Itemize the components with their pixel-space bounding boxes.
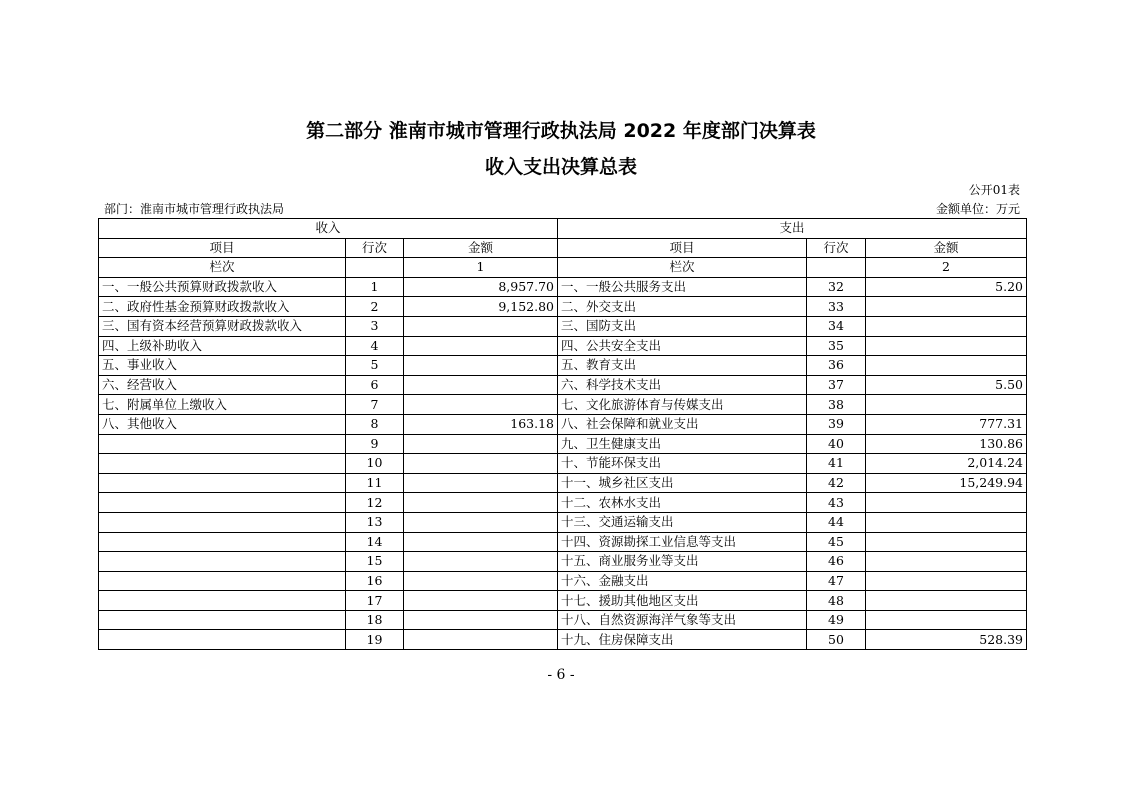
expense-item-cell: 十三、交通运输支出	[558, 512, 807, 532]
expense-line-cell: 39	[807, 414, 866, 434]
expense-amount-cell	[866, 571, 1027, 591]
department-label: 部门：淮南市城市管理行政执法局	[104, 202, 285, 216]
table-row	[99, 630, 1027, 650]
income-line-cell: 14	[346, 532, 404, 552]
expense-item-header: 项目	[558, 238, 807, 258]
income-amount-cell	[404, 532, 558, 552]
income-amount-cell	[404, 591, 558, 611]
income-item-cell	[99, 493, 346, 513]
income-amount-cell	[404, 630, 558, 650]
income-line-cell: 9	[346, 434, 404, 454]
income-item-cell: 五、事业收入	[99, 356, 346, 376]
expense-line-cell: 43	[807, 493, 866, 513]
income-item-cell	[99, 454, 346, 474]
expense-lanci-line-blank	[807, 258, 866, 278]
income-item-cell: 四、上级补助收入	[99, 336, 346, 356]
table-row	[99, 316, 1027, 336]
income-amount-cell	[404, 356, 558, 376]
income-amount-cell	[404, 375, 558, 395]
table-row	[99, 591, 1027, 611]
expense-line-cell: 42	[807, 473, 866, 493]
income-item-cell	[99, 473, 346, 493]
income-item-header: 项目	[99, 238, 346, 258]
expense-amount-cell	[866, 552, 1027, 572]
expense-item-cell: 十八、自然资源海洋气象等支出	[558, 610, 807, 630]
table-row	[99, 473, 1027, 493]
income-item-cell	[99, 512, 346, 532]
expense-amount-cell: 5.50	[866, 375, 1027, 395]
income-amount-cell: 163.18	[404, 414, 558, 434]
table-row	[99, 610, 1027, 630]
expense-amount-cell	[866, 316, 1027, 336]
table-subtitle: 收入支出决算总表	[484, 156, 637, 178]
expense-line-cell: 45	[807, 532, 866, 552]
expense-amount-cell	[866, 297, 1027, 317]
income-amount-cell	[404, 395, 558, 415]
page-number: - 6 -	[547, 667, 575, 683]
expense-item-cell: 三、国防支出	[558, 316, 807, 336]
expense-amount-cell	[866, 356, 1027, 376]
income-amount-cell: 8,957.70	[404, 277, 558, 297]
income-item-cell	[99, 434, 346, 454]
expense-amount-header: 金额	[866, 238, 1027, 258]
table-row	[99, 356, 1027, 376]
expense-item-cell: 五、教育支出	[558, 356, 807, 376]
expense-item-cell: 十六、金融支出	[558, 571, 807, 591]
income-amount-cell	[404, 571, 558, 591]
expense-item-cell: 一、一般公共服务支出	[558, 277, 807, 297]
expense-line-cell: 37	[807, 375, 866, 395]
expense-line-cell: 35	[807, 336, 866, 356]
expense-amount-cell: 5.20	[866, 277, 1027, 297]
income-group-header: 收入	[99, 219, 558, 239]
income-item-cell: 七、附属单位上缴收入	[99, 395, 346, 415]
income-amount-cell	[404, 493, 558, 513]
expense-group-header: 支出	[558, 219, 1027, 239]
income-line-cell: 11	[346, 473, 404, 493]
expense-amount-cell	[866, 610, 1027, 630]
table-row	[99, 454, 1027, 474]
expense-item-cell: 六、科学技术支出	[558, 375, 807, 395]
table-row	[99, 297, 1027, 317]
page-title: 第二部分 淮南市城市管理行政执法局 2022 年度部门决算表	[306, 120, 816, 142]
table-row	[99, 532, 1027, 552]
income-amount-cell	[404, 434, 558, 454]
income-line-cell: 18	[346, 610, 404, 630]
income-line-cell: 8	[346, 414, 404, 434]
expense-line-cell: 44	[807, 512, 866, 532]
table-row	[99, 375, 1027, 395]
income-line-cell: 6	[346, 375, 404, 395]
expense-lanci-number: 2	[866, 258, 1027, 278]
expense-line-cell: 47	[807, 571, 866, 591]
income-item-cell	[99, 610, 346, 630]
table-row	[99, 434, 1027, 454]
expense-amount-cell: 130.86	[866, 434, 1027, 454]
expense-item-cell: 八、社会保障和就业支出	[558, 414, 807, 434]
expense-line-cell: 41	[807, 454, 866, 474]
income-line-cell: 12	[346, 493, 404, 513]
expense-item-cell: 四、公共安全支出	[558, 336, 807, 356]
income-line-cell: 2	[346, 297, 404, 317]
expense-amount-cell	[866, 395, 1027, 415]
expense-item-cell: 二、外交支出	[558, 297, 807, 317]
expense-line-cell: 40	[807, 434, 866, 454]
expense-line-cell: 50	[807, 630, 866, 650]
income-line-cell: 19	[346, 630, 404, 650]
expense-amount-cell	[866, 493, 1027, 513]
expense-line-cell: 38	[807, 395, 866, 415]
income-amount-cell: 9,152.80	[404, 297, 558, 317]
expense-line-cell: 46	[807, 552, 866, 572]
expense-item-cell: 十二、农林水支出	[558, 493, 807, 513]
income-item-cell: 八、其他收入	[99, 414, 346, 434]
expense-amount-cell: 777.31	[866, 414, 1027, 434]
expense-item-cell: 十七、援助其他地区支出	[558, 591, 807, 611]
income-item-cell: 六、经营收入	[99, 375, 346, 395]
income-amount-cell	[404, 610, 558, 630]
group-header-row	[99, 219, 1027, 239]
column-index-row	[99, 258, 1027, 278]
income-item-cell: 二、政府性基金预算财政拨款收入	[99, 297, 346, 317]
expense-amount-cell	[866, 532, 1027, 552]
income-amount-cell	[404, 552, 558, 572]
income-line-cell: 4	[346, 336, 404, 356]
income-item-cell	[99, 532, 346, 552]
expense-amount-cell	[866, 591, 1027, 611]
income-amount-cell	[404, 336, 558, 356]
income-line-cell: 16	[346, 571, 404, 591]
expense-item-cell: 十、节能环保支出	[558, 454, 807, 474]
income-line-cell: 15	[346, 552, 404, 572]
expense-amount-cell: 528.39	[866, 630, 1027, 650]
expense-line-header: 行次	[807, 238, 866, 258]
table-row	[99, 277, 1027, 297]
table-row	[99, 512, 1027, 532]
income-amount-cell	[404, 512, 558, 532]
income-item-cell	[99, 552, 346, 572]
table-row	[99, 414, 1027, 434]
income-line-cell: 1	[346, 277, 404, 297]
income-lanci-line-blank	[346, 258, 404, 278]
income-item-cell: 三、国有资本经营预算财政拨款收入	[99, 316, 346, 336]
table-row	[99, 336, 1027, 356]
income-amount-cell	[404, 473, 558, 493]
expense-line-cell: 34	[807, 316, 866, 336]
unit-label: 金额单位：万元	[935, 202, 1020, 216]
income-item-cell: 一、一般公共预算财政拨款收入	[99, 277, 346, 297]
expense-item-cell: 九、卫生健康支出	[558, 434, 807, 454]
expense-amount-cell: 15,249.94	[866, 473, 1027, 493]
income-line-cell: 5	[346, 356, 404, 376]
table-row	[99, 552, 1027, 572]
expense-item-cell: 十五、商业服务业等支出	[558, 552, 807, 572]
expense-line-cell: 49	[807, 610, 866, 630]
expense-item-cell: 十九、住房保障支出	[558, 630, 807, 650]
expense-lanci-label: 栏次	[558, 258, 807, 278]
table-row	[99, 493, 1027, 513]
expense-line-cell: 36	[807, 356, 866, 376]
income-lanci-label: 栏次	[99, 258, 346, 278]
expense-amount-cell	[866, 512, 1027, 532]
income-line-cell: 7	[346, 395, 404, 415]
expense-line-cell: 33	[807, 297, 866, 317]
table-row	[99, 395, 1027, 415]
income-amount-cell	[404, 454, 558, 474]
income-line-header: 行次	[346, 238, 404, 258]
column-header-row	[99, 238, 1027, 258]
income-lanci-number: 1	[404, 258, 558, 278]
income-line-cell: 3	[346, 316, 404, 336]
expense-item-cell: 十四、资源勘探工业信息等支出	[558, 532, 807, 552]
form-number: 公开01表	[968, 183, 1020, 197]
expense-amount-cell	[866, 336, 1027, 356]
expense-line-cell: 48	[807, 591, 866, 611]
income-item-cell	[99, 591, 346, 611]
income-item-cell	[99, 571, 346, 591]
expense-item-cell: 七、文化旅游体育与传媒支出	[558, 395, 807, 415]
expense-line-cell: 32	[807, 277, 866, 297]
income-expense-table	[98, 218, 1027, 650]
income-line-cell: 17	[346, 591, 404, 611]
income-line-cell: 13	[346, 512, 404, 532]
income-amount-header: 金额	[404, 238, 558, 258]
income-amount-cell	[404, 316, 558, 336]
table-row	[99, 571, 1027, 591]
expense-item-cell: 十一、城乡社区支出	[558, 473, 807, 493]
income-line-cell: 10	[346, 454, 404, 474]
expense-amount-cell: 2,014.24	[866, 454, 1027, 474]
income-item-cell	[99, 630, 346, 650]
